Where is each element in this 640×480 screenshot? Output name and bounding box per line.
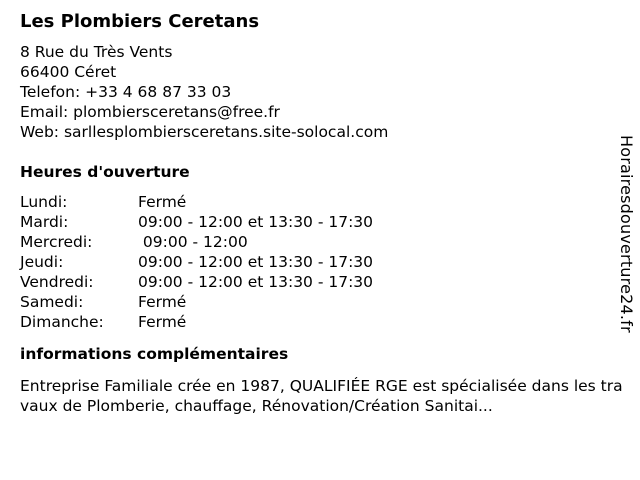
info-heading: informations complémentaires xyxy=(20,345,289,363)
hours-time: 09:00 - 12:00 et 13:30 - 17:30 xyxy=(138,213,374,231)
hours-row-dimanche xyxy=(20,312,640,332)
hours-table xyxy=(20,192,640,332)
email-address[interactable]: Email: plombiersceretans@free.fr xyxy=(20,103,280,121)
hours-day: Lundi: xyxy=(20,193,68,211)
hours-time: Fermé xyxy=(138,193,187,211)
hours-heading: Heures d'ouverture xyxy=(20,163,190,181)
hours-day: Mardi: xyxy=(20,213,69,231)
hours-time: 09:00 - 12:00 et 13:30 - 17:30 xyxy=(138,273,374,291)
hours-row-samedi xyxy=(20,292,640,312)
hours-time: Fermé xyxy=(138,313,187,331)
hours-row-jeudi xyxy=(20,252,640,272)
hours-row-vendredi xyxy=(20,272,640,292)
street-address: 8 Rue du Très Vents xyxy=(20,43,173,61)
hours-day: Mercredi: xyxy=(20,233,93,251)
hours-day: Dimanche: xyxy=(20,313,104,331)
hours-day: Samedi: xyxy=(20,293,84,311)
hours-row-mardi xyxy=(20,212,640,232)
hours-time: 09:00 - 12:00 et 13:30 - 17:30 xyxy=(138,253,374,271)
info-description: Entreprise Familiale crée en 1987, QUALIFIÉE RGE est spécialisée dans les travaux de Plomberie, chauffage, Rénovation/Création Sanitai... xyxy=(20,377,623,415)
hours-row-lundi xyxy=(20,192,640,212)
hours-day: Jeudi: xyxy=(20,253,64,271)
city-address: 66400 Céret xyxy=(20,63,117,81)
hours-time: 09:00 - 12:00 xyxy=(138,233,248,251)
watermark-text: Horairesdouverture24.fr xyxy=(617,135,636,333)
hours-day: Vendredi: xyxy=(20,273,94,291)
address-block xyxy=(20,42,640,142)
hours-time: Fermé xyxy=(138,293,187,311)
website-link[interactable]: Web: sarllesplombiersceretans.site-solocal.com xyxy=(20,123,389,141)
phone-number[interactable]: Telefon: +33 4 68 87 33 03 xyxy=(20,83,232,101)
business-title: Les Plombiers Ceretans xyxy=(20,11,260,32)
hours-row-mercredi xyxy=(20,232,640,252)
